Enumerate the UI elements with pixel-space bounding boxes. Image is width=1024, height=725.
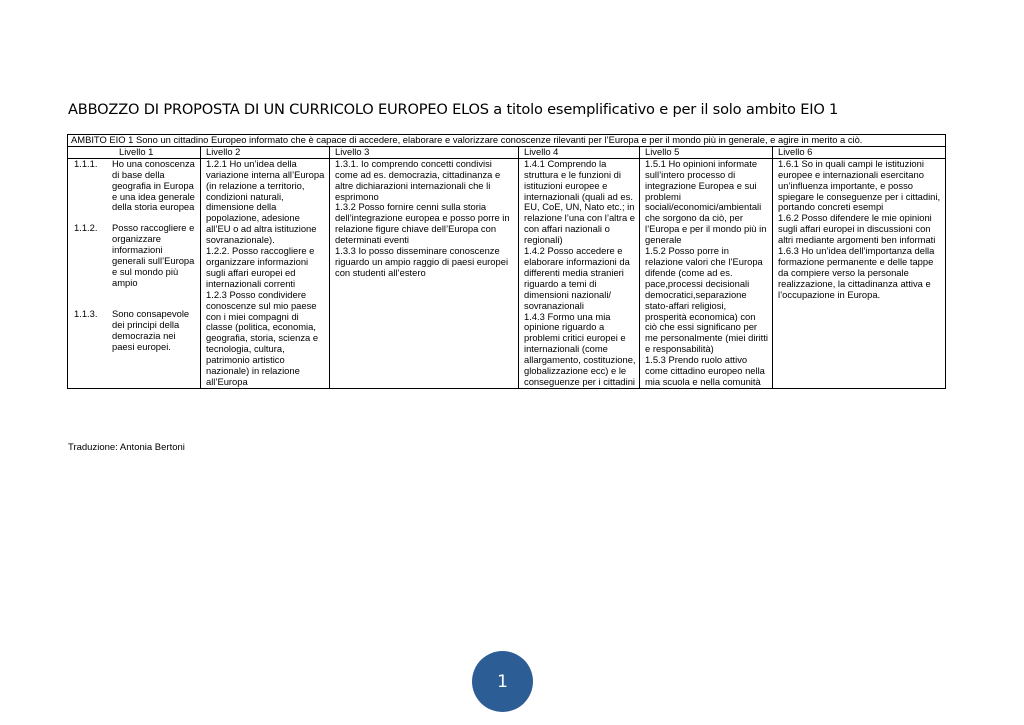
list-item [68, 309, 200, 353]
list-item [68, 223, 200, 288]
level-1-header: Livello 1 [68, 146, 201, 158]
page-number-badge [472, 651, 533, 712]
level-2-header: Livello 2 [201, 146, 330, 158]
item-number: 1.1.3. [74, 307, 98, 319]
item-number: 1.1.2. [74, 222, 98, 234]
level-3-cell: 1.3.1. Io comprendo concetti condivisi come ad es. democrazia, cittadinanza e altre dichiarazioni internazionali che li esprimono 1.3.2 Posso fornire cenni sulla storia dell’integrazione europea e posso porre in relazione figure chiave dell’Europa con determinati eventi 1.3.3 Io posso disseminare conoscenze riguardo un ampio raggio di paesi europei con studenti all’estero [330, 158, 519, 388]
item-number: 1.1.1. [74, 157, 98, 169]
ambito-text: AMBITO EIO 1 Sono un cittadino Europeo informato che è capace di accedere, elaborare e valorizzare conoscenze rilevanti per l’Europa e per il mondo più in generale, e agire in merito a ciò. [68, 135, 946, 147]
curriculum-table [67, 134, 946, 389]
level-6-cell: 1.6.1 So in quali campi le istituzioni europee e internazionali esercitano un’influenza importante, e posso spiegare le conseguenze per i cittadini, portando concreti esempi 1.6.2 Posso difendere le mie opinioni sugli affari europei in discussioni con altri mediante argomenti ben informati 1.6.3 Ho un’idea dell’importanza della formazione permanente e delle tappe da compiere verso la personale realizzazione, la cittadinanza attiva e l’occupazione in Europa. [773, 158, 946, 388]
item-text: Sono consapevole dei principi della democrazia nei paesi europei. [112, 307, 190, 352]
content-row [68, 158, 946, 388]
level-1-cell [68, 158, 201, 388]
level-5-cell: 1.5.1 Ho opinioni informate sull’intero processo di integrazione Europea e sui problemi sociali/economici/ambientali che sorgono da ciò, per l’Europa e per il mondo più in generale 1.5.2 Posso porre in relazione valori che l’Europa difende (come ad es. pace,processi decisionali democratici,separazione stato-affari religiosi, prosperità economica) con ciò che essi significano per me personalmente (miei diritti e responsabilità) 1.5.3 Prendo ruolo attivo come cittadino europeo nella mia scuola e nella comunità [640, 158, 773, 388]
document-title: ABBOZZO DI PROPOSTA DI UN CURRICOLO EUROPEO ELOS a titolo esemplificativo e per il solo ambito EIO 1 [68, 101, 839, 118]
levels-header-row [68, 146, 946, 158]
list-item [68, 159, 200, 214]
translation-credit: Traduzione: Antonia Bertoni [68, 442, 185, 453]
level-2-cell: 1.2.1 Ho un’idea della variazione interna all’Europa (in relazione a territorio, condizioni naturali, dimensione della popolazione, adesione all’EU o ad altra istituzione sovranazionale). 1.2.2. Posso raccogliere e organizzare informazioni sugli affari europei ed internazionali correnti 1.2.3 Posso condividere conoscenze sul mio paese con i miei compagni di classe (politica, economia, geografia, storia, scienza e tecnologia, cultura, patrimonio artistico nazionale) in relazione all’Europa [201, 158, 330, 388]
level-4-cell: 1.4.1 Comprendo la struttura e le funzioni di istituzioni europee e internazionali (quali ad es. EU, CoE, UN, Nato etc.; in relazione l’una con l’altra e con affari nazionali o regionali) 1.4.2 Posso accedere e elaborare informazioni da differenti media stranieri riguardo a temi di dimensioni nazionali/ sovranazionali 1.4.3 Formo una mia opinione riguardo a problemi critici europei e internazionali (come allargamento, costituzione, globalizzazione ecc) e le conseguenze per i cittadini [519, 158, 640, 388]
item-text: Ho una conoscenza di base della geografia in Europa e una idea generale della storia europea [112, 157, 195, 213]
level-3-header: Livello 3 [330, 146, 519, 158]
item-text: Posso raccogliere e organizzare informazioni generali sull’Europa e sul mondo più ampio [112, 222, 195, 288]
page-number: 1 [497, 671, 508, 692]
ambito-row [68, 135, 946, 147]
level-5-header: Livello 5 [640, 146, 773, 158]
level-6-header: Livello 6 [773, 146, 946, 158]
level-4-header: Livello 4 [519, 146, 640, 158]
